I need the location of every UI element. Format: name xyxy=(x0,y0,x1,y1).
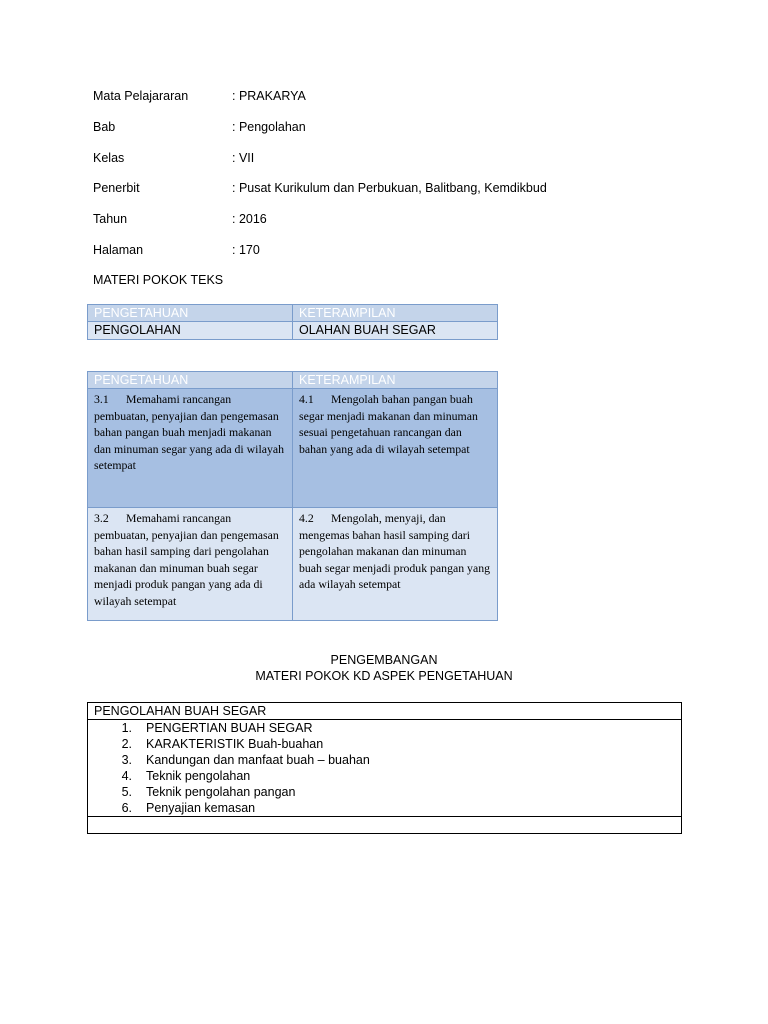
pengembangan-header: PENGOLAHAN BUAH SEGAR xyxy=(88,703,682,720)
pengembangan-subtitle: MATERI POKOK KD ASPEK PENGETAHUAN xyxy=(255,669,513,683)
kd-number: 3.2 xyxy=(94,511,109,525)
meta-value: : 170 xyxy=(232,243,260,257)
section-title: MATERI POKOK TEKS xyxy=(93,273,224,287)
kd-text: Mengolah bahan pangan buah segar menjadi makanan dan minuman sesuai pengetahuan rancangan dan bahan yang ada di wilayah setempat xyxy=(299,392,478,456)
table-row xyxy=(88,322,498,340)
kompetensi-table xyxy=(87,371,498,621)
list-item xyxy=(88,720,682,737)
item-number: 2. xyxy=(121,737,132,751)
materi-pokok-table xyxy=(87,304,498,340)
list-item xyxy=(88,784,682,800)
item-text: Teknik pengolahan xyxy=(146,769,251,783)
meta-label: Mata Pelajararan xyxy=(93,89,189,103)
kd-number: 4.1 xyxy=(299,392,314,406)
list-item xyxy=(88,736,682,752)
kd-number: 4.2 xyxy=(299,511,314,525)
item-text: Teknik pengolahan pangan xyxy=(146,785,296,799)
table-row xyxy=(88,508,498,621)
kd-cell xyxy=(88,389,293,508)
item-number: 3. xyxy=(121,753,132,767)
item-number: 4. xyxy=(121,769,132,783)
item-number: 1. xyxy=(121,721,132,735)
meta-label: Tahun xyxy=(93,212,128,226)
kd-cell xyxy=(293,389,498,508)
list-item xyxy=(88,800,682,817)
cell-pengetahuan: PENGOLAHAN xyxy=(88,322,293,340)
header-keterampilan: KETERAMPILAN xyxy=(293,305,498,322)
list-item xyxy=(88,752,682,768)
empty-row xyxy=(88,817,682,834)
meta-label: Penerbit xyxy=(93,181,140,195)
meta-label: Kelas xyxy=(93,151,125,165)
pengembangan-table xyxy=(87,702,682,834)
meta-label: Bab xyxy=(93,120,116,134)
header-pengetahuan: PENGETAHUAN xyxy=(88,305,293,322)
meta-label: Halaman xyxy=(93,243,144,257)
kd-text: Mengolah, menyaji, dan mengemas bahan hasil samping dari pengolahan makanan dan minuman buah segar menjadi produk pangan yang ada wilayah setempat xyxy=(299,511,490,591)
pengembangan-title: PENGEMBANGAN xyxy=(330,653,438,667)
kd-cell xyxy=(293,508,498,621)
kd-text: Memahami rancangan pembuatan, penyajian dan pengemasan bahan hasil samping dari pengolahan makanan dan minuman buah segar menjadi produk pangan yang ada di wilayah setempat xyxy=(94,511,279,608)
table-header-row xyxy=(88,372,498,389)
header-pengetahuan: PENGETAHUAN xyxy=(88,372,293,389)
table-row xyxy=(88,389,498,508)
header-keterampilan: KETERAMPILAN xyxy=(293,372,498,389)
item-number: 6. xyxy=(121,801,132,815)
meta-value: : VII xyxy=(232,151,255,165)
kd-number: 3.1 xyxy=(94,392,109,406)
table-header-row xyxy=(88,703,682,720)
empty-cell xyxy=(88,817,682,834)
meta-value: : PRAKARYA xyxy=(232,89,306,103)
item-text: Kandungan dan manfaat buah – buahan xyxy=(146,753,370,767)
meta-value: : 2016 xyxy=(232,212,267,226)
meta-value: : Pusat Kurikulum dan Perbukuan, Balitbang, Kemdikbud xyxy=(232,181,547,195)
kd-cell xyxy=(88,508,293,621)
kd-text: Memahami rancangan pembuatan, penyajian dan pengemasan bahan pangan buah menjadi makanan dan minuman segar yang ada di wilayah setempat xyxy=(94,392,285,472)
item-number: 5. xyxy=(121,785,132,799)
item-text: Penyajian kemasan xyxy=(146,801,256,815)
item-text: KARAKTERISTIK Buah-buahan xyxy=(146,737,324,751)
item-text: PENGERTIAN BUAH SEGAR xyxy=(146,721,313,735)
cell-keterampilan: OLAHAN BUAH SEGAR xyxy=(293,322,498,340)
table-header-row xyxy=(88,305,498,322)
meta-value: : Pengolahan xyxy=(232,120,306,134)
list-item xyxy=(88,768,682,784)
